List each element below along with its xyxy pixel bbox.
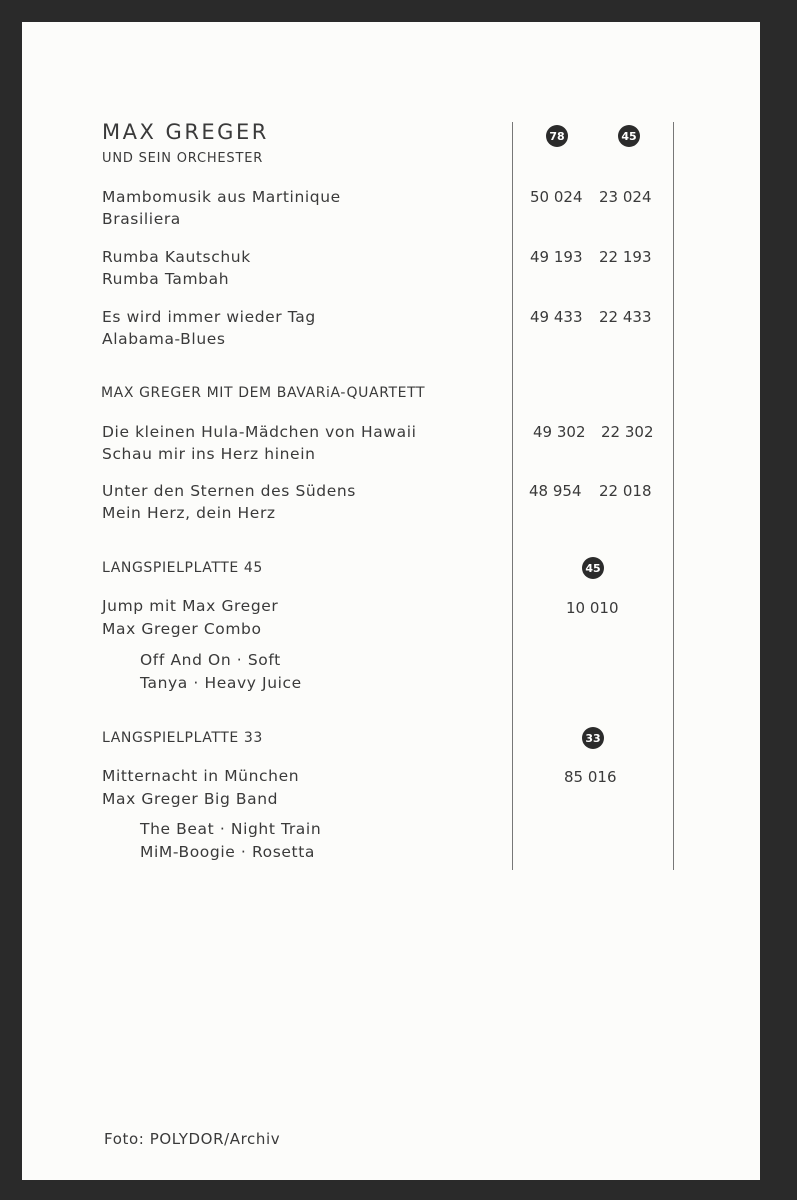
record-number-78: 48 954 xyxy=(529,482,582,500)
album-number: 10 010 xyxy=(566,599,619,617)
record-number-78: 50 024 xyxy=(530,188,583,206)
record-title: Alabama-Blues xyxy=(102,330,226,348)
section-heading: MAX GREGER MIT DEM BAVARiA-QUARTETT xyxy=(101,385,426,401)
section-heading: LANGSPIELPLATTE 45 xyxy=(102,560,263,576)
record-number-45: 22 193 xyxy=(599,248,652,266)
artist-title: MAX GREGER xyxy=(102,120,269,144)
record-number-45: 22 433 xyxy=(599,308,652,326)
record-title: Rumba Kautschuk xyxy=(102,248,251,266)
record-title: Die kleinen Hula-Mädchen von Hawaii xyxy=(102,423,417,441)
record-number-78: 49 433 xyxy=(530,308,583,326)
track-list: MiM-Boogie · Rosetta xyxy=(140,843,315,861)
album-artist: Max Greger Big Band xyxy=(102,790,279,808)
track-list: The Beat · Night Train xyxy=(140,820,322,838)
postcard xyxy=(22,22,760,1180)
track-list: Off And On · Soft xyxy=(140,651,281,669)
track-list: Tanya · Heavy Juice xyxy=(140,674,302,692)
speed-33-badge: 33 xyxy=(582,727,604,749)
record-title: Unter den Sternen des Südens xyxy=(102,482,356,500)
record-title: Mambomusik aus Martinique xyxy=(102,188,341,206)
record-title: Brasiliera xyxy=(102,210,181,228)
record-number-45: 22 018 xyxy=(599,482,652,500)
record-number-45: 22 302 xyxy=(601,423,654,441)
column-divider-right xyxy=(673,122,674,870)
album-title: Mitternacht in München xyxy=(102,767,300,785)
record-title: Es wird immer wieder Tag xyxy=(102,308,316,326)
speed-45-badge: 45 xyxy=(618,125,640,147)
section-heading: LANGSPIELPLATTE 33 xyxy=(102,730,263,746)
speed-78-badge: 78 xyxy=(546,125,568,147)
column-divider-left xyxy=(512,122,513,870)
speed-45-badge: 45 xyxy=(582,557,604,579)
artist-subtitle: UND SEIN ORCHESTER xyxy=(102,151,264,166)
record-number-45: 23 024 xyxy=(599,188,652,206)
record-number-78: 49 302 xyxy=(533,423,586,441)
album-artist: Max Greger Combo xyxy=(102,620,262,638)
record-title: Mein Herz, dein Herz xyxy=(102,504,276,522)
album-number: 85 016 xyxy=(564,768,617,786)
album-title: Jump mit Max Greger xyxy=(102,597,279,615)
photo-credit: Foto: POLYDOR/Archiv xyxy=(104,1130,281,1148)
record-number-78: 49 193 xyxy=(530,248,583,266)
record-title: Schau mir ins Herz hinein xyxy=(102,445,316,463)
record-title: Rumba Tambah xyxy=(102,270,230,288)
